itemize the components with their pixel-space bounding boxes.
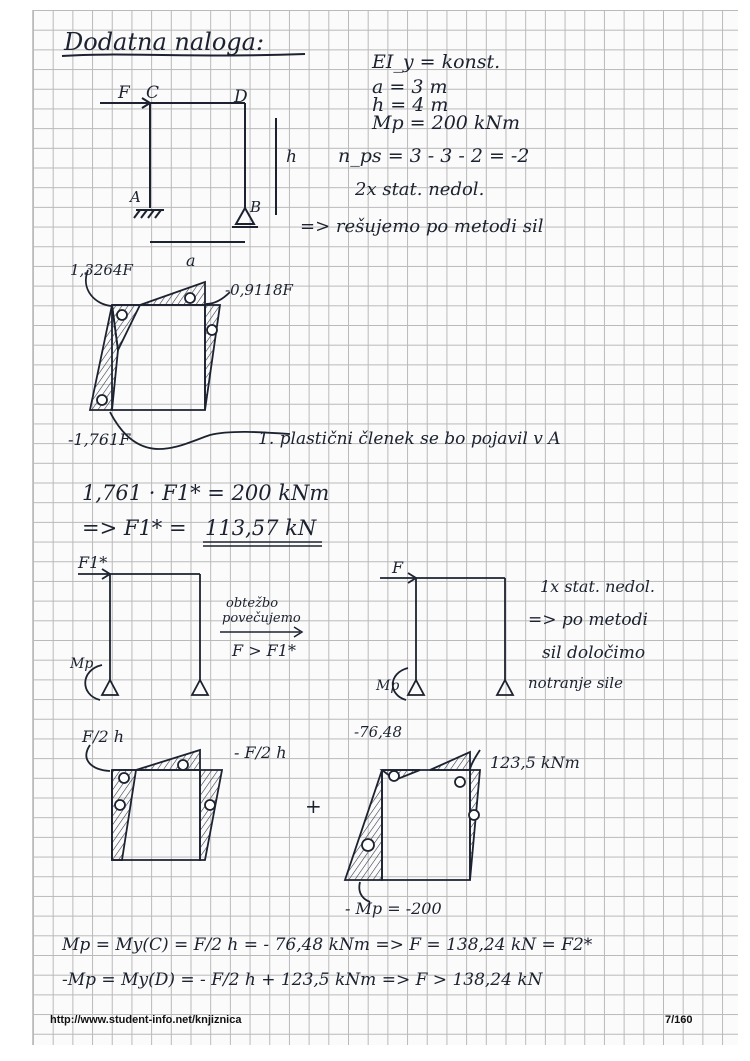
m2-fh2-right: - F/2 h (234, 743, 287, 762)
moment-diagram-3 (345, 750, 480, 902)
increase-note-1: obtežbo (226, 596, 279, 611)
m3-d-value: 123,5 kNm (490, 753, 580, 772)
given-h: h = 4 m (372, 94, 449, 116)
m2-fh2-left: F/2 h (82, 727, 125, 746)
footer-page-number: 7/160 (665, 1014, 693, 1026)
m1-c-value: 1,3264F (70, 261, 133, 279)
m2-plus: + (305, 794, 322, 818)
m1-d-value: -0,9118F (225, 281, 293, 299)
label-b: B (250, 198, 262, 216)
equation-1: 1,761 · F1* = 200 kNm (82, 481, 330, 505)
label-f-right: F (392, 558, 404, 577)
label-a: A (130, 188, 141, 206)
m1-a-value: -1,761F (68, 430, 131, 449)
equation-2-prefix: => F1* = (82, 516, 187, 540)
note-method: => rešujemo po metodi sil (300, 216, 544, 237)
frame-structure-1 (100, 98, 276, 242)
right-note-1: 1x stat. nedol. (540, 577, 655, 596)
label-span-a: a (186, 251, 196, 270)
given-ei: EI_y = konst. (372, 51, 501, 73)
m1-remark: 1. plastični členek se bo pojavil v A (258, 429, 561, 449)
increase-note-3: F > F1* (232, 641, 296, 660)
increase-note-2: povečujemo (222, 611, 301, 626)
equation-2-value: 113,57 kN (205, 516, 317, 540)
label-f: F (118, 83, 130, 103)
moment-diagram-2 (86, 745, 222, 860)
right-note-3: sil določimo (542, 643, 646, 663)
m3-base-value: - Mp = -200 (345, 899, 442, 918)
final-equation-1: Mp = My(C) = F/2 h = - 76,48 kNm => F = 138,24 kN = F2* (62, 935, 593, 955)
label-d: D (234, 87, 248, 107)
label-h: h (286, 147, 297, 167)
m3-c-value: -76,48 (354, 723, 403, 741)
right-note-4: notranje sile (528, 674, 623, 692)
footer-url[interactable]: http://www.student-info.net/knjiznica (50, 1014, 242, 1026)
label-c: C (146, 83, 160, 103)
label-mp-right: Mp (376, 678, 400, 694)
given-a: a = 3 m (372, 76, 448, 98)
right-note-2: => po metodi (528, 610, 648, 630)
note-indeterminacy: 2x stat. nedol. (355, 179, 485, 200)
static-indeterminacy: n_ps = 3 - 3 - 2 = -2 (338, 145, 530, 167)
label-mp-left: Mp (70, 656, 94, 672)
title: Dodatna naloga: (64, 28, 265, 56)
frame-structure-2 (78, 569, 208, 700)
given-mp: Mp = 200 kNm (372, 112, 521, 134)
final-equation-2: -Mp = My(D) = - F/2 h + 123,5 kNm => F > 138,24 kN (62, 970, 543, 990)
label-f1: F1* (78, 553, 108, 572)
frame-structure-3 (380, 573, 513, 700)
